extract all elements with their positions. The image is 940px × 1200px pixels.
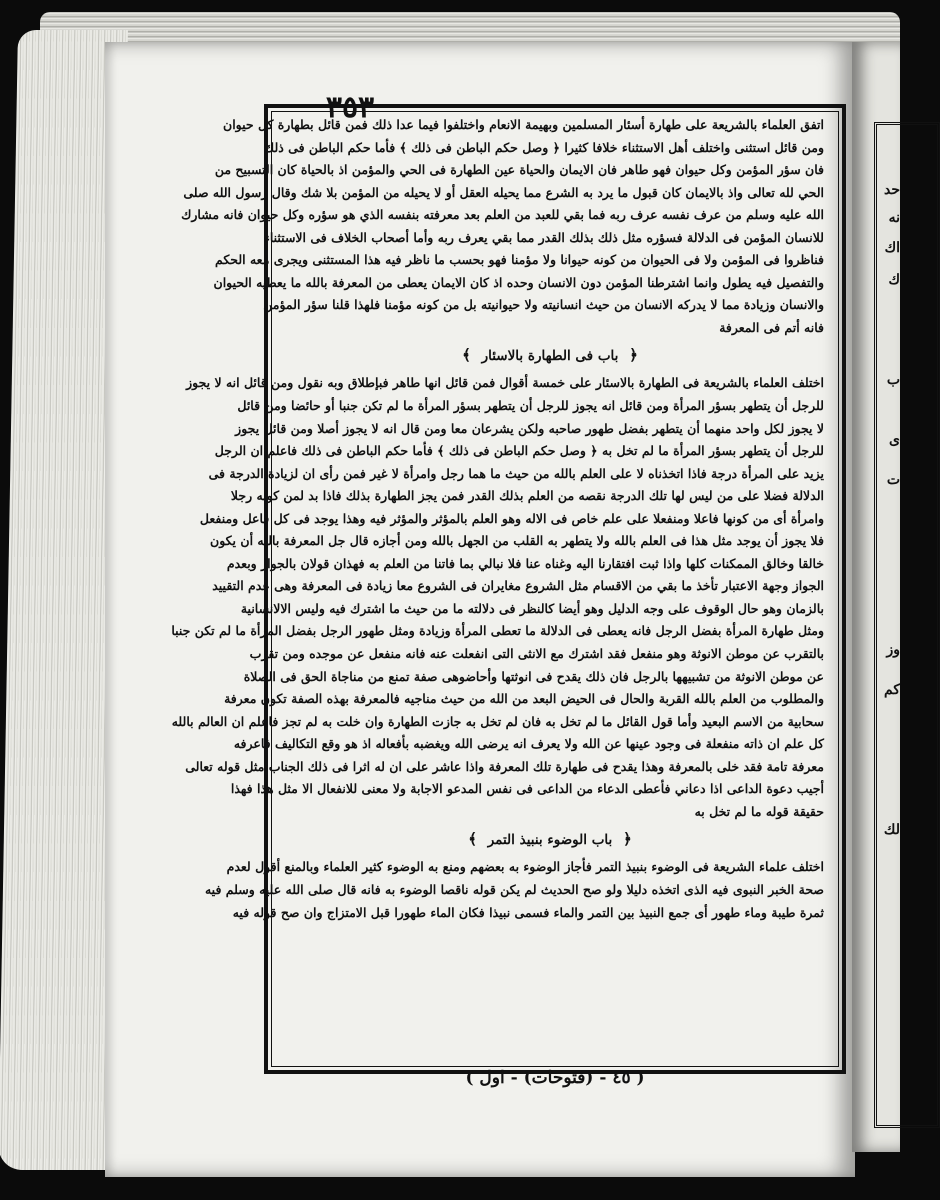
text-line: حقيقة قوله ما لم تخل به <box>694 803 824 819</box>
text-line: كل علم ان ذاته منفعلة فى وجود عينها عن الله ولا يعرف انه يرضى الله ويغضبه بأفعاله اذ هو وقع التكاليف فاعرفه <box>233 736 824 752</box>
facing-page-text-fragment: لك <box>883 822 900 838</box>
text-line: للرجل أن يتطهر بسؤر المرأة ومن قائل انه يجوز للرجل أن يتطهر بسؤر المرأة ما لم تكن جنبا أو حائضا ومن قائل <box>237 398 824 414</box>
facing-page-text-fragment: ى <box>889 432 900 448</box>
text-line: فان سؤر المؤمن وكل حيوان فهو طاهر فان الايمان والحياة عين الطهارة فى الحي والمؤمن اذ بالحياة كان التسبيح من <box>214 162 824 178</box>
section-tahara-asaar <box>171 372 830 823</box>
text-line: عن موطن الانوثة من تشبيهها بالرجل فان ذلك يقدح فى انوثتها وأحاضوهى صفة تمنع من مناجاة الحق فى الصلاة <box>243 668 824 684</box>
facing-page-text-fragment: ك <box>888 272 900 288</box>
text-line: أجيب دعوة الداعى اذا دعاني فأعطى الدعاء من الداعى فى نفس المدعو الاجابة ولا معنى للانفعال الا مثل هذا فهذا <box>230 781 824 797</box>
section-nabidh <box>204 856 830 924</box>
facing-page-text-fragment: ت <box>886 472 900 488</box>
text-line: سحابية من الاسم البعيد وأما قول القائل ما لم تخل به فان لم تخل به جازت الطهارة وان خلت به لم تجز فاعلم ان العالم بالله <box>171 713 824 729</box>
chapter-title: باب الوضوء بنبيذ التمر <box>487 832 613 849</box>
text-line: اختلف علماء الشريعة فى الوضوء بنبيذ التمر فأجاز الوضوء به بعضهم ومنع به الوضوء كثير العلماء وبالمنع أقول لعدم <box>226 859 824 875</box>
text-line: صحة الخبر النبوى فيه الذى اتخذه دليلا ولو صح الحديث لم يكن قوله ناقصا الوضوء به فانه قال صلى الله عليه وسلم فيه <box>204 881 824 897</box>
page-number: ٣٥٣ <box>325 90 375 125</box>
ornament-right: ﴿ <box>629 346 638 365</box>
ornament-left: ﴾ <box>468 830 478 849</box>
page-footer: ( ٤٥ - (فتوحات) - اول ) <box>465 1068 645 1088</box>
text-line: الجواز وجهة الاعتبار تأخذ ما بقي من الاقسام مثل الشروع مغايران فى الشروع معا زيادة فى المعرفة وهى عدم التقييد <box>212 578 824 594</box>
text-line: بالتقرب عن موطن الانوثة وهو منفعل فقد اشترك مع الانثى التى انفعلت عنه فانه منفعل عن موجده ومن تقرب <box>249 646 824 662</box>
text-line: ثمرة طيبة وماء طهور أى جمع النبيذ بين التمر والماء فسمى نبيذا فكان الماء طهورا قبل الامتزاج وان صح قوله فيه <box>232 904 824 920</box>
text-line: خالقا وخالق الممكنات كلها واذا ثبت افتقارنا اليه وغناه عنا فلا نبالي بما فاتنا من العلم به فهذان قولان بالجواز وبعدم <box>226 555 824 571</box>
chapter-heading-asaar <box>270 339 830 372</box>
facing-page-text-fragment: ب <box>886 372 900 388</box>
chapter-title: باب فى الطهارة بالاسئار <box>481 348 619 365</box>
text-line: للانسان المؤمن فى الدلالة فسؤره مثل ذلك بذلك القدر مما بقي يعرف ربه وأما أصحاب الخلاف فى الاستثناء <box>263 229 824 245</box>
text-line: يزيد على المرأة درجة فاذا اتخذناه لا على العلم بالله من حيث ما هما رجل وامرأة لا غير فمن رأى ان لزيادة الدرجة فى <box>208 465 824 481</box>
section-asaar-ruling <box>181 114 830 339</box>
text-line: اختلف العلماء بالشريعة فى الطهارة بالاسئار على خمسة أقوال فمن قائل انها طاهر فبإطلاق وبه نقول ومن قائل انه لا يجوز <box>186 375 824 391</box>
facing-page-text-fragment: حد <box>883 182 900 198</box>
chapter-heading-nabidh <box>270 823 830 856</box>
page-text <box>171 114 830 1059</box>
text-line: فلا يجوز أن يوجد مثل هذا فى العلم بالله ولا يتطهر به القلب من الجهل بالله ومن أجازه قال جل المعرفة بالله أن يكون <box>210 533 824 549</box>
text-line: ومن قائل استثنى واختلف أهل الاستثناء خلافا كثيرا ﴿ وصل حكم الباطن فى ذلك ﴾ فأما حكم الباطن فى ذلك <box>263 139 824 155</box>
facing-page-text-fragment: نه <box>888 210 900 226</box>
text-line: الدلالة فضلا على من ليس لها تلك الدرجة نقصه من العلم بذلك القدر فمن يجز الطهارة بذلك فاذا بد لمن كونه رجلا <box>230 488 824 504</box>
text-line: فناظروا فى المؤمن ولا فى الحيوان من كونه حيوانا ولا مؤمنا فهو بحسب ما ناظر فيه هذا المستثنى ويجرى معه الحكم <box>215 252 824 268</box>
text-line: والانسان وزيادة مما لا يدركه الانسان من حيث انسانيته ولا حيوانيته بل من كونه مؤمنا فلهذا قلنا سؤر المؤمن <box>263 297 824 313</box>
text-line: الله عليه وسلم من عرف نفسه عرف ربه فما بقي للعبد من العلم بعد معرفته بنفسه الذي هو سؤره وكل حيوان فانه مشارك <box>181 207 824 223</box>
text-line: والمطلوب من العلم بالله القربة والحال فى الحيض البعد من الله من حيث مناجيه فالمعرفة بهذه الصفة تكون معرفة <box>224 691 824 707</box>
ornament-right: ﴿ <box>622 830 632 849</box>
text-line: ومثل طهارة المرأة بفضل الرجل فانه يعطى فى الدلالة ما تعطى المرأة وزيادة ومثل طهور الرجل بفضل المرأة ما لم تكن جنبا <box>171 623 824 639</box>
text-line: الحي لله تعالى واذ بالايمان كان قبول ما يرد به الشرع مما يحيله العقل أو لا يحيله من المؤمن بلا شك وقال رسول الله صلى <box>183 184 824 200</box>
text-line: لا يجوز لكل واحد منهما أن يتطهر بفضل طهور صاحبه ولكن يشرعان معا ومن قال انه لا يجوز أصلا ومن قائل يجوز <box>235 420 824 436</box>
facing-page-text-fragment: اك <box>884 240 900 256</box>
text-line: معرفة تامة فقد خلى بالمعرفة وهذا يقدح فى طهارة تلك المعرفة واذا عاشر على ان له اثرا فى ذلك الجناب مثل قوله تعالى <box>185 758 824 774</box>
text-line: للرجل أن يتطهر بسؤر المرأة ما لم تخل به ﴿ وصل حكم الباطن فى ذلك ﴾ فأما حكم الباطن فى ذلك فاعلم ان الرجل <box>214 443 824 459</box>
text-line: والتفصيل فيه يطول وانما اشترطنا المؤمن دون الانسان وحده اذ كان الايمان يعطى من المعرفة بالله ما يعطيه الحيوان <box>213 274 824 290</box>
facing-page-text-fragment: كم <box>884 682 900 698</box>
text-line: بالزمان وهو حال الوقوف على وجه الدليل وهو أيضا كالنظر فى دلالته ما من حيث ما اشترك فيه وليس الالانسانية <box>240 600 824 616</box>
text-line: اتفق العلماء بالشريعة على طهارة أسئار المسلمين وبهيمة الانعام واختلفوا فيما عدا ذلك فمن قائل بطهارة كل حيوان <box>223 117 824 132</box>
text-line: فانه أتم فى المعرفة <box>719 319 824 335</box>
ornament-left: ﴾ <box>462 346 471 365</box>
facing-page <box>852 42 900 1152</box>
facing-page-text-fragment: وز <box>886 642 900 658</box>
text-line: وامرأة أى من كونها فاعلا ومنفعلا على علم خاص فى الاله وهو العلم بالمؤثر والمؤثر فيه وهذا يوجد فى كل فاعل ومنفعل <box>199 510 824 526</box>
